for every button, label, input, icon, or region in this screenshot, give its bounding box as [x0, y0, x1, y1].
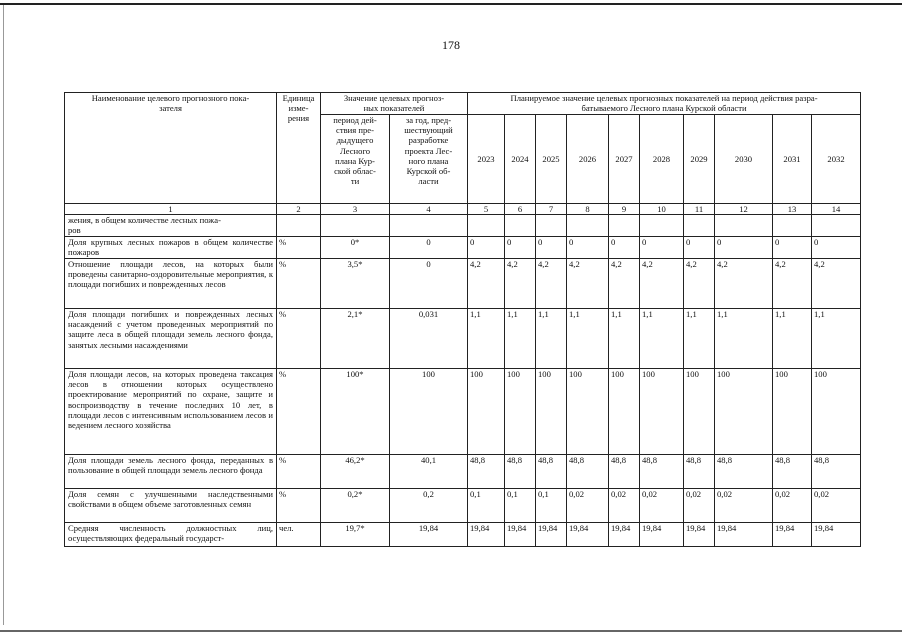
table-row — [65, 215, 861, 237]
planned-value-cell: 4,2 — [640, 259, 684, 309]
planned-value-cell: 4,2 — [505, 259, 536, 309]
planned-value-cell: 0 — [773, 237, 812, 259]
unit-cell: % — [277, 489, 321, 523]
header-year: 2026 — [567, 115, 609, 204]
table-row — [65, 259, 861, 309]
column-number: 10 — [640, 204, 684, 215]
planned-value-cell: 19,84 — [536, 523, 567, 547]
header-prev-period: период дей- ствия пре- дыдущего Лесного плана Кур- ской облас- ти — [321, 115, 390, 204]
planned-value-cell: 48,8 — [640, 455, 684, 489]
planned-value-cell: 19,84 — [505, 523, 536, 547]
header-year: 2029 — [684, 115, 715, 204]
page-number: 178 — [442, 38, 460, 52]
year-before-value-cell: 40,1 — [390, 455, 468, 489]
page-left-border — [3, 5, 4, 625]
year-before-value-cell: 0,031 — [390, 309, 468, 369]
header-year: 2032 — [812, 115, 861, 204]
planned-value-cell: 19,84 — [715, 523, 773, 547]
unit-cell — [277, 215, 321, 237]
planned-value-cell — [640, 215, 684, 237]
indicator-name-cell: Отношение площади лесов, на которых были проведены санитарно-оздоровительные мероприятия, к площади погибших и поврежденных лесов — [65, 259, 277, 309]
planned-value-cell: 0,1 — [468, 489, 505, 523]
planned-value-cell: 48,8 — [684, 455, 715, 489]
prev-period-value-cell: 2,1* — [321, 309, 390, 369]
planned-value-cell: 0,02 — [684, 489, 715, 523]
planned-value-cell: 1,1 — [684, 309, 715, 369]
header-values-group: Значение целевых прогноз- ных показателей — [321, 93, 468, 115]
indicators-table — [64, 92, 861, 547]
planned-value-cell — [536, 215, 567, 237]
header-year: 2030 — [715, 115, 773, 204]
table-row — [65, 237, 861, 259]
planned-value-cell: 100 — [567, 369, 609, 455]
header-year: 2028 — [640, 115, 684, 204]
prev-period-value-cell: 0,2* — [321, 489, 390, 523]
planned-value-cell: 0 — [567, 237, 609, 259]
planned-value-cell: 0 — [715, 237, 773, 259]
header-year: 2025 — [536, 115, 567, 204]
column-number: 11 — [684, 204, 715, 215]
column-number: 6 — [505, 204, 536, 215]
planned-value-cell: 1,1 — [640, 309, 684, 369]
header-year: 2024 — [505, 115, 536, 204]
planned-value-cell: 4,2 — [812, 259, 861, 309]
planned-value-cell: 48,8 — [609, 455, 640, 489]
planned-value-cell: 100 — [715, 369, 773, 455]
year-before-value-cell — [390, 215, 468, 237]
year-before-value-cell: 0 — [390, 237, 468, 259]
year-before-value-cell: 0,2 — [390, 489, 468, 523]
planned-value-cell: 19,84 — [812, 523, 861, 547]
planned-value-cell: 100 — [812, 369, 861, 455]
planned-value-cell: 48,8 — [715, 455, 773, 489]
planned-value-cell — [773, 215, 812, 237]
planned-value-cell: 0,1 — [536, 489, 567, 523]
column-number: 5 — [468, 204, 505, 215]
column-number: 4 — [390, 204, 468, 215]
column-number: 1 — [65, 204, 277, 215]
planned-value-cell: 0 — [684, 237, 715, 259]
column-number: 14 — [812, 204, 861, 215]
indicator-name-cell: Доля семян с улучшенными наследственными свойствами в общем объеме заготовленных семян — [65, 489, 277, 523]
planned-value-cell: 19,84 — [609, 523, 640, 547]
year-before-value-cell: 19,84 — [390, 523, 468, 547]
planned-value-cell: 100 — [505, 369, 536, 455]
column-number: 13 — [773, 204, 812, 215]
planned-value-cell: 0,02 — [567, 489, 609, 523]
planned-value-cell: 100 — [536, 369, 567, 455]
planned-value-cell: 0,1 — [505, 489, 536, 523]
prev-period-value-cell: 100* — [321, 369, 390, 455]
unit-cell: % — [277, 309, 321, 369]
planned-value-cell: 1,1 — [812, 309, 861, 369]
header-planned-group: Планируемое значение целевых прогнозных показателей на период действия разра- батываемого Лесного плана Курской области — [468, 93, 861, 115]
indicator-name-cell: Доля площади погибших и поврежденных лесных насаждений с учетом проведенных мероприятий по защите леса в общей площади земель лесного фонда, занятых лесными насаждениями — [65, 309, 277, 369]
planned-value-cell: 4,2 — [773, 259, 812, 309]
planned-value-cell — [812, 215, 861, 237]
planned-value-cell: 4,2 — [684, 259, 715, 309]
planned-value-cell: 19,84 — [684, 523, 715, 547]
column-number: 9 — [609, 204, 640, 215]
planned-value-cell: 19,84 — [773, 523, 812, 547]
indicator-name-cell: Доля площади земель лесного фонда, переданных в пользование в общей площади земель лесного фонда — [65, 455, 277, 489]
planned-value-cell: 48,8 — [536, 455, 567, 489]
column-number: 7 — [536, 204, 567, 215]
planned-value-cell: 48,8 — [505, 455, 536, 489]
planned-value-cell: 0 — [505, 237, 536, 259]
planned-value-cell: 0 — [812, 237, 861, 259]
unit-cell: % — [277, 237, 321, 259]
prev-period-value-cell — [321, 215, 390, 237]
year-before-value-cell: 100 — [390, 369, 468, 455]
planned-value-cell: 0 — [609, 237, 640, 259]
planned-value-cell: 48,8 — [812, 455, 861, 489]
table-row — [65, 369, 861, 455]
table-body — [65, 215, 861, 547]
planned-value-cell: 1,1 — [468, 309, 505, 369]
planned-value-cell: 100 — [684, 369, 715, 455]
planned-value-cell: 0,02 — [715, 489, 773, 523]
table-row — [65, 309, 861, 369]
planned-value-cell: 0,02 — [812, 489, 861, 523]
planned-value-cell — [609, 215, 640, 237]
indicator-name-cell: Доля крупных лесных пожаров в общем количестве пожаров — [65, 237, 277, 259]
header-year: 2031 — [773, 115, 812, 204]
table-row — [65, 523, 861, 547]
year-before-value-cell: 0 — [390, 259, 468, 309]
indicator-name-cell: Средняя численность должностных лиц, осуществляющих федеральный государст- — [65, 523, 277, 547]
planned-value-cell: 100 — [609, 369, 640, 455]
column-number: 8 — [567, 204, 609, 215]
planned-value-cell: 0 — [640, 237, 684, 259]
planned-value-cell: 1,1 — [609, 309, 640, 369]
column-number: 2 — [277, 204, 321, 215]
planned-value-cell: 1,1 — [715, 309, 773, 369]
planned-value-cell: 4,2 — [567, 259, 609, 309]
unit-cell: % — [277, 455, 321, 489]
planned-value-cell: 0,02 — [609, 489, 640, 523]
planned-value-cell: 4,2 — [536, 259, 567, 309]
planned-value-cell: 4,2 — [468, 259, 505, 309]
header-year: 2027 — [609, 115, 640, 204]
planned-value-cell — [715, 215, 773, 237]
planned-value-cell: 1,1 — [567, 309, 609, 369]
planned-value-cell: 19,84 — [468, 523, 505, 547]
planned-value-cell: 48,8 — [567, 455, 609, 489]
planned-value-cell — [684, 215, 715, 237]
planned-value-cell: 100 — [640, 369, 684, 455]
unit-cell: % — [277, 369, 321, 455]
planned-value-cell — [468, 215, 505, 237]
table-row — [65, 455, 861, 489]
planned-value-cell: 100 — [773, 369, 812, 455]
indicator-name-cell: Доля площади лесов, на которых проведена таксация лесов в отношении которых осуществлено проектирование мероприятий по охране, защите и воспроизводству в течение последних 10 лет, в площади лесов с интенсивным использованием лесов и ведением лесного хозяйства — [65, 369, 277, 455]
prev-period-value-cell: 3,5* — [321, 259, 390, 309]
planned-value-cell: 19,84 — [567, 523, 609, 547]
planned-value-cell: 0 — [468, 237, 505, 259]
header-indicator-name: Наименование целевого прогнозного пока- зателя — [65, 93, 277, 204]
prev-period-value-cell: 46,2* — [321, 455, 390, 489]
header-unit: Единица изме- рения — [277, 93, 321, 204]
planned-value-cell: 48,8 — [468, 455, 505, 489]
planned-value-cell: 4,2 — [715, 259, 773, 309]
column-number: 12 — [715, 204, 773, 215]
indicator-name-cell: жения, в общем количестве лесных пожа- ров — [65, 215, 277, 237]
planned-value-cell: 48,8 — [773, 455, 812, 489]
page-top-border — [0, 3, 902, 5]
prev-period-value-cell: 19,7* — [321, 523, 390, 547]
planned-value-cell: 0 — [536, 237, 567, 259]
planned-value-cell: 1,1 — [536, 309, 567, 369]
unit-cell: чел. — [277, 523, 321, 547]
table-row — [65, 489, 861, 523]
planned-value-cell: 100 — [468, 369, 505, 455]
planned-value-cell: 4,2 — [609, 259, 640, 309]
planned-value-cell — [567, 215, 609, 237]
planned-value-cell: 0,02 — [773, 489, 812, 523]
prev-period-value-cell: 0* — [321, 237, 390, 259]
page-bottom-border — [0, 630, 902, 632]
planned-value-cell: 0,02 — [640, 489, 684, 523]
column-number: 3 — [321, 204, 390, 215]
planned-value-cell: 19,84 — [640, 523, 684, 547]
planned-value-cell: 1,1 — [505, 309, 536, 369]
header-year: 2023 — [468, 115, 505, 204]
unit-cell: % — [277, 259, 321, 309]
planned-value-cell — [505, 215, 536, 237]
header-year-before: за год, пред- шествующий разработке проекта Лес- ного плана Курской об- ласти — [390, 115, 468, 204]
planned-value-cell: 1,1 — [773, 309, 812, 369]
